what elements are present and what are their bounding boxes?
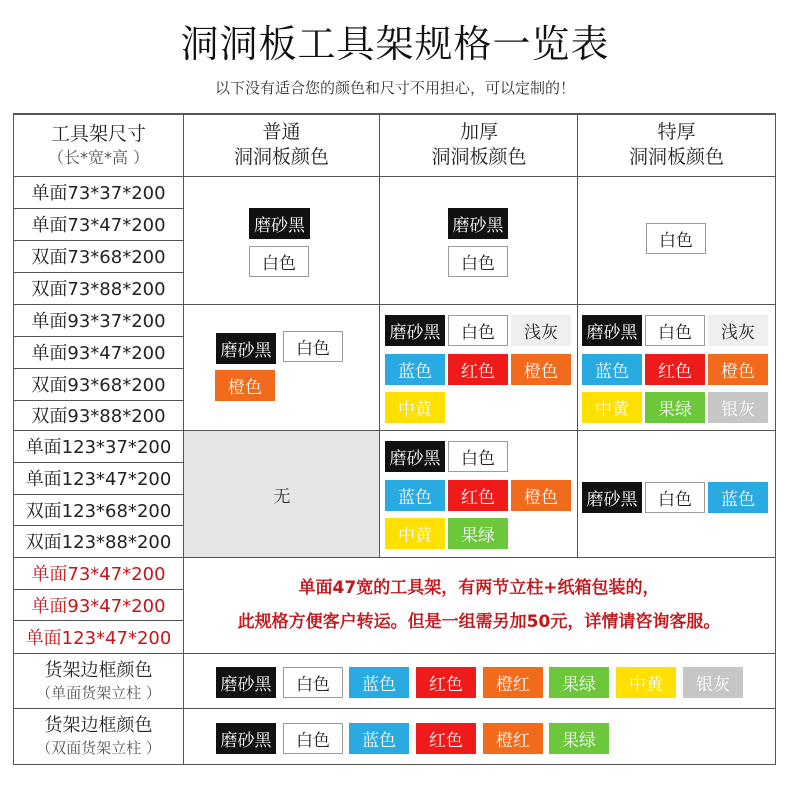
color-chip-white: 白色 (283, 667, 343, 698)
special-note-line1: 单面47宽的工具架，有两节立柱+纸箱包装的， (298, 578, 660, 598)
color-chip-matte-black: 磨砂黑 (582, 315, 642, 346)
color-chip-matte-black: 磨砂黑 (249, 208, 310, 239)
grid-line (13, 557, 776, 558)
grid-line (13, 400, 183, 401)
color-chip-white: 白色 (646, 223, 706, 254)
grid-line (775, 113, 776, 765)
color-chip-yellow: 中黄 (616, 667, 676, 698)
frame-single-label (14, 653, 183, 708)
special-size-cell: 单面123*47*200 (25, 627, 172, 649)
color-chip-yellow: 中黄 (385, 518, 445, 549)
grid-line (13, 620, 183, 621)
header-thick-line1: 加厚 (459, 121, 498, 143)
color-chip-orange: 橙色 (708, 354, 768, 385)
color-chip-white: 白色 (249, 246, 309, 277)
grid-line (13, 272, 183, 273)
frame-single-title: 货架边框颜色 (44, 659, 153, 681)
color-chip-green: 果绿 (549, 667, 609, 698)
size-cell: 双面73*68*200 (31, 247, 166, 268)
color-chip-silver-gray: 银灰 (683, 667, 743, 698)
frame-double-sub: （双面货架立柱 ） (36, 739, 161, 757)
color-chip-white: 白色 (448, 315, 508, 346)
grid-line (13, 494, 183, 495)
grid-line (183, 113, 184, 765)
grid-line (379, 113, 380, 557)
grid-line (577, 113, 578, 557)
grid-line (13, 653, 776, 654)
color-chip-blue: 蓝色 (349, 667, 409, 698)
color-chip-white: 白色 (645, 482, 705, 513)
grid-line (13, 430, 776, 431)
special-size-cell: 单面73*47*200 (31, 564, 166, 585)
grid-line (13, 525, 183, 526)
color-chip-orange-red: 橙红 (483, 667, 543, 698)
size-cell: 单面73*37*200 (31, 183, 166, 204)
grid-line (13, 764, 776, 765)
size-cell: 单面93*37*200 (31, 311, 166, 332)
page-subtitle: 以下没有适合您的颜色和尺寸不用担心，可以定制的！ (214, 79, 575, 97)
header-thick-line2: 洞洞板颜色 (431, 146, 527, 168)
size-cell: 双面123*88*200 (25, 532, 172, 553)
grid-line (13, 208, 183, 209)
size-cell: 双面73*88*200 (31, 279, 166, 300)
special-note-line2: 此规格方便客户转运。但是一组需另加50元，详情请咨询客服。 (237, 612, 721, 632)
header-size (14, 114, 183, 176)
grid-line (13, 113, 776, 115)
header-extra-thick (578, 114, 775, 176)
color-chip-matte-black: 磨砂黑 (216, 667, 276, 698)
color-chip-blue: 蓝色 (582, 354, 642, 385)
grid-line (13, 462, 183, 463)
color-chip-orange: 橙色 (511, 354, 571, 385)
special-size-cell: 单面93*47*200 (31, 595, 166, 617)
grid-line (13, 304, 776, 305)
page-title: 洞洞板工具架规格一览表 (180, 22, 610, 66)
frame-single-sub: （单面货架立柱 ） (36, 683, 161, 702)
grid-line (13, 240, 183, 241)
grid-line (13, 589, 183, 590)
size-cell: 双面93*88*200 (31, 406, 166, 427)
frame-double-label (14, 708, 183, 764)
color-chip-orange: 橙色 (511, 480, 571, 511)
standard-unavailable-cell: 无 (184, 431, 380, 557)
color-chip-blue: 蓝色 (349, 723, 409, 754)
grid-line (13, 336, 183, 337)
color-chip-matte-black: 磨砂黑 (385, 441, 445, 472)
header-extra-thick-line1: 特厚 (657, 121, 696, 143)
color-chip-red: 红色 (645, 354, 705, 385)
special-note (183, 557, 775, 653)
grid-line (13, 708, 776, 709)
color-chip-blue: 蓝色 (708, 482, 768, 513)
color-chip-orange: 橙色 (215, 370, 275, 401)
color-chip-white: 白色 (283, 723, 343, 754)
header-size-unit: （长*宽*高 ） (47, 147, 150, 167)
color-chip-matte-black: 磨砂黑 (216, 333, 276, 364)
header-size-title: 工具架尺寸 (50, 122, 146, 145)
frame-double-title: 货架边框颜色 (44, 715, 153, 736)
size-cell: 双面123*68*200 (25, 500, 172, 522)
color-chip-red: 红色 (448, 480, 508, 511)
grid-line (13, 113, 14, 765)
size-cell: 单面123*47*200 (25, 469, 172, 490)
color-chip-matte-black: 磨砂黑 (582, 482, 642, 513)
grid-line (13, 176, 776, 177)
color-chip-green: 果绿 (549, 723, 609, 754)
color-chip-orange-red: 橙红 (483, 723, 543, 754)
color-chip-light-gray: 浅灰 (708, 315, 768, 346)
color-chip-light-gray: 浅灰 (511, 315, 571, 346)
color-chip-green: 果绿 (448, 518, 508, 549)
color-chip-silver-gray: 银灰 (708, 392, 768, 423)
size-cell: 单面73*47*200 (31, 215, 166, 236)
color-chip-green: 果绿 (645, 392, 705, 423)
color-chip-blue: 蓝色 (385, 480, 445, 511)
size-cell: 单面123*37*200 (25, 437, 172, 458)
color-chip-matte-black: 磨砂黑 (385, 315, 445, 346)
header-extra-thick-line2: 洞洞板颜色 (628, 146, 724, 168)
color-chip-white: 白色 (448, 441, 508, 472)
color-chip-red: 红色 (416, 667, 476, 698)
color-chip-white: 白色 (645, 315, 705, 346)
header-standard (183, 114, 380, 176)
size-cell: 单面93*47*200 (31, 343, 166, 364)
color-chip-white: 白色 (448, 246, 508, 277)
color-chip-yellow: 中黄 (385, 392, 445, 423)
header-thick (380, 114, 578, 176)
grid-line (13, 368, 183, 369)
color-chip-matte-black: 磨砂黑 (216, 723, 276, 754)
header-standard-line1: 普通 (262, 121, 301, 143)
color-chip-matte-black: 磨砂黑 (448, 208, 508, 239)
color-chip-yellow: 中黄 (582, 392, 642, 423)
color-chip-blue: 蓝色 (385, 354, 445, 385)
color-chip-red: 红色 (448, 354, 508, 385)
size-cell: 双面93*68*200 (31, 375, 166, 396)
color-chip-red: 红色 (416, 723, 476, 754)
color-chip-white: 白色 (283, 331, 343, 362)
header-standard-line2: 洞洞板颜色 (233, 146, 329, 168)
